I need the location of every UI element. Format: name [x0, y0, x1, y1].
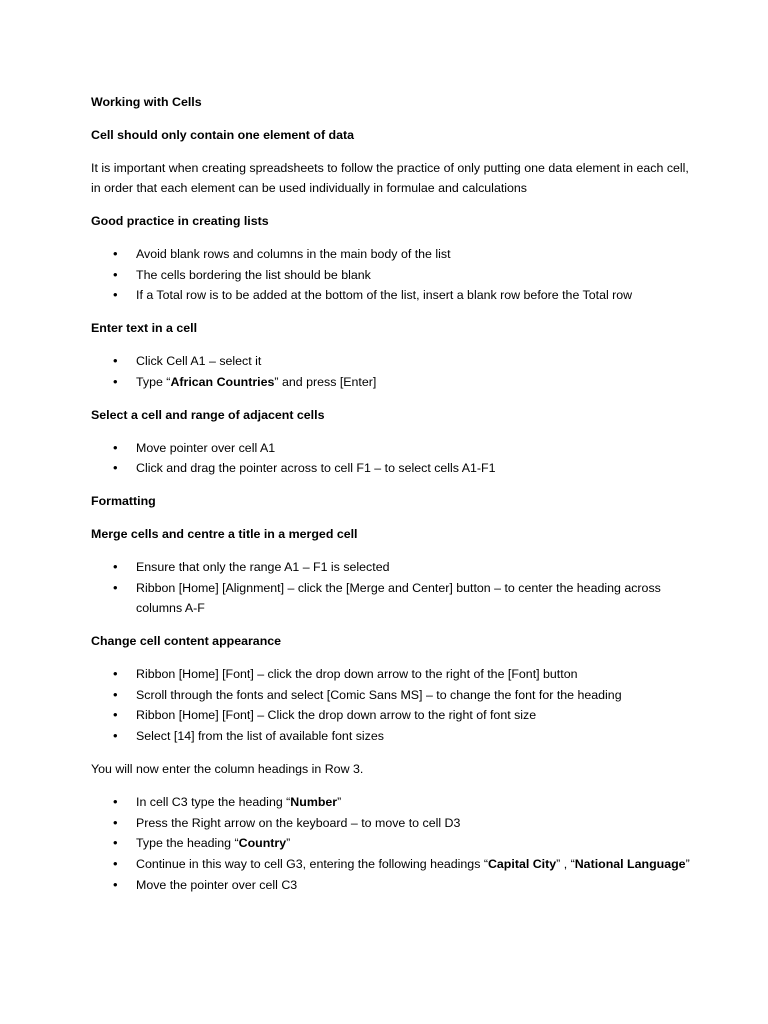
column-headings-intro: You will now enter the column headings in Row 3.: [91, 761, 364, 776]
section-heading-select-range: Select a cell and range of adjacent cells: [91, 407, 325, 422]
list-item: • Press the Right arrow on the keyboard – to move to cell D3: [91, 813, 691, 834]
section-heading-cell-appearance: Change cell content appearance: [91, 634, 282, 649]
section-heading-good-practice: Good practice in creating lists: [91, 214, 269, 228]
list-item: • Ensure that only the range A1 – F1 is selected: [91, 557, 691, 578]
list-item: • Type the heading “Country”: [91, 833, 691, 854]
section-heading-enter-text: Enter text in a cell: [91, 321, 198, 336]
list-item: • Move the pointer over cell C3: [91, 875, 691, 896]
bullet-list-column-headings: [91, 792, 691, 896]
document-title: Working with Cells: [91, 95, 202, 109]
section-heading-merge-cells: Merge cells and centre a title in a merged cell: [91, 526, 358, 541]
list-item: • Ribbon [Home] [Font] – Click the drop down arrow to the right of font size: [91, 705, 691, 726]
list-item: • Ribbon [Home] [Font] – click the drop down arrow to the right of the [Font] button: [91, 664, 691, 685]
list-item: • Avoid blank rows and columns in the main body of the list: [91, 244, 691, 265]
section-paragraph-one-element: It is important when creating spreadsheets to follow the practice of only putting one data element in each cell, in order that each element can be used individually in formulae and calculations: [91, 161, 689, 195]
list-item: • Continue in this way to cell G3, entering the following headings “Capital City” , “National Language”: [91, 854, 691, 875]
list-item: • Scroll through the fonts and select [Comic Sans MS] – to change the font for the heading: [91, 685, 691, 706]
list-item: • If a Total row is to be added at the bottom of the list, insert a blank row before the Total row: [91, 285, 691, 306]
bullet-list-select-range: [91, 438, 691, 479]
section-heading-one-element: Cell should only contain one element of data: [91, 128, 354, 142]
document-body: [91, 92, 691, 895]
list-item: • Type “African Countries” and press [Enter]: [91, 372, 691, 393]
list-item: • Click Cell A1 – select it: [91, 351, 691, 372]
bullet-list-enter-text: [91, 351, 691, 392]
list-item: • The cells bordering the list should be blank: [91, 265, 691, 286]
section-heading-formatting: Formatting: [91, 493, 156, 508]
list-item: • Click and drag the pointer across to cell F1 – to select cells A1-F1: [91, 458, 691, 479]
list-item: • Move pointer over cell A1: [91, 438, 691, 459]
bullet-list-merge-cells: [91, 557, 691, 619]
bullet-list-good-practice: [91, 244, 691, 306]
bullet-list-cell-appearance: [91, 664, 691, 747]
list-item: • Select [14] from the list of available font sizes: [91, 726, 691, 747]
list-item: • In cell C3 type the heading “Number”: [91, 792, 691, 813]
list-item: • Ribbon [Home] [Alignment] – click the [Merge and Center] button – to center the heading across columns A-F: [91, 578, 691, 619]
